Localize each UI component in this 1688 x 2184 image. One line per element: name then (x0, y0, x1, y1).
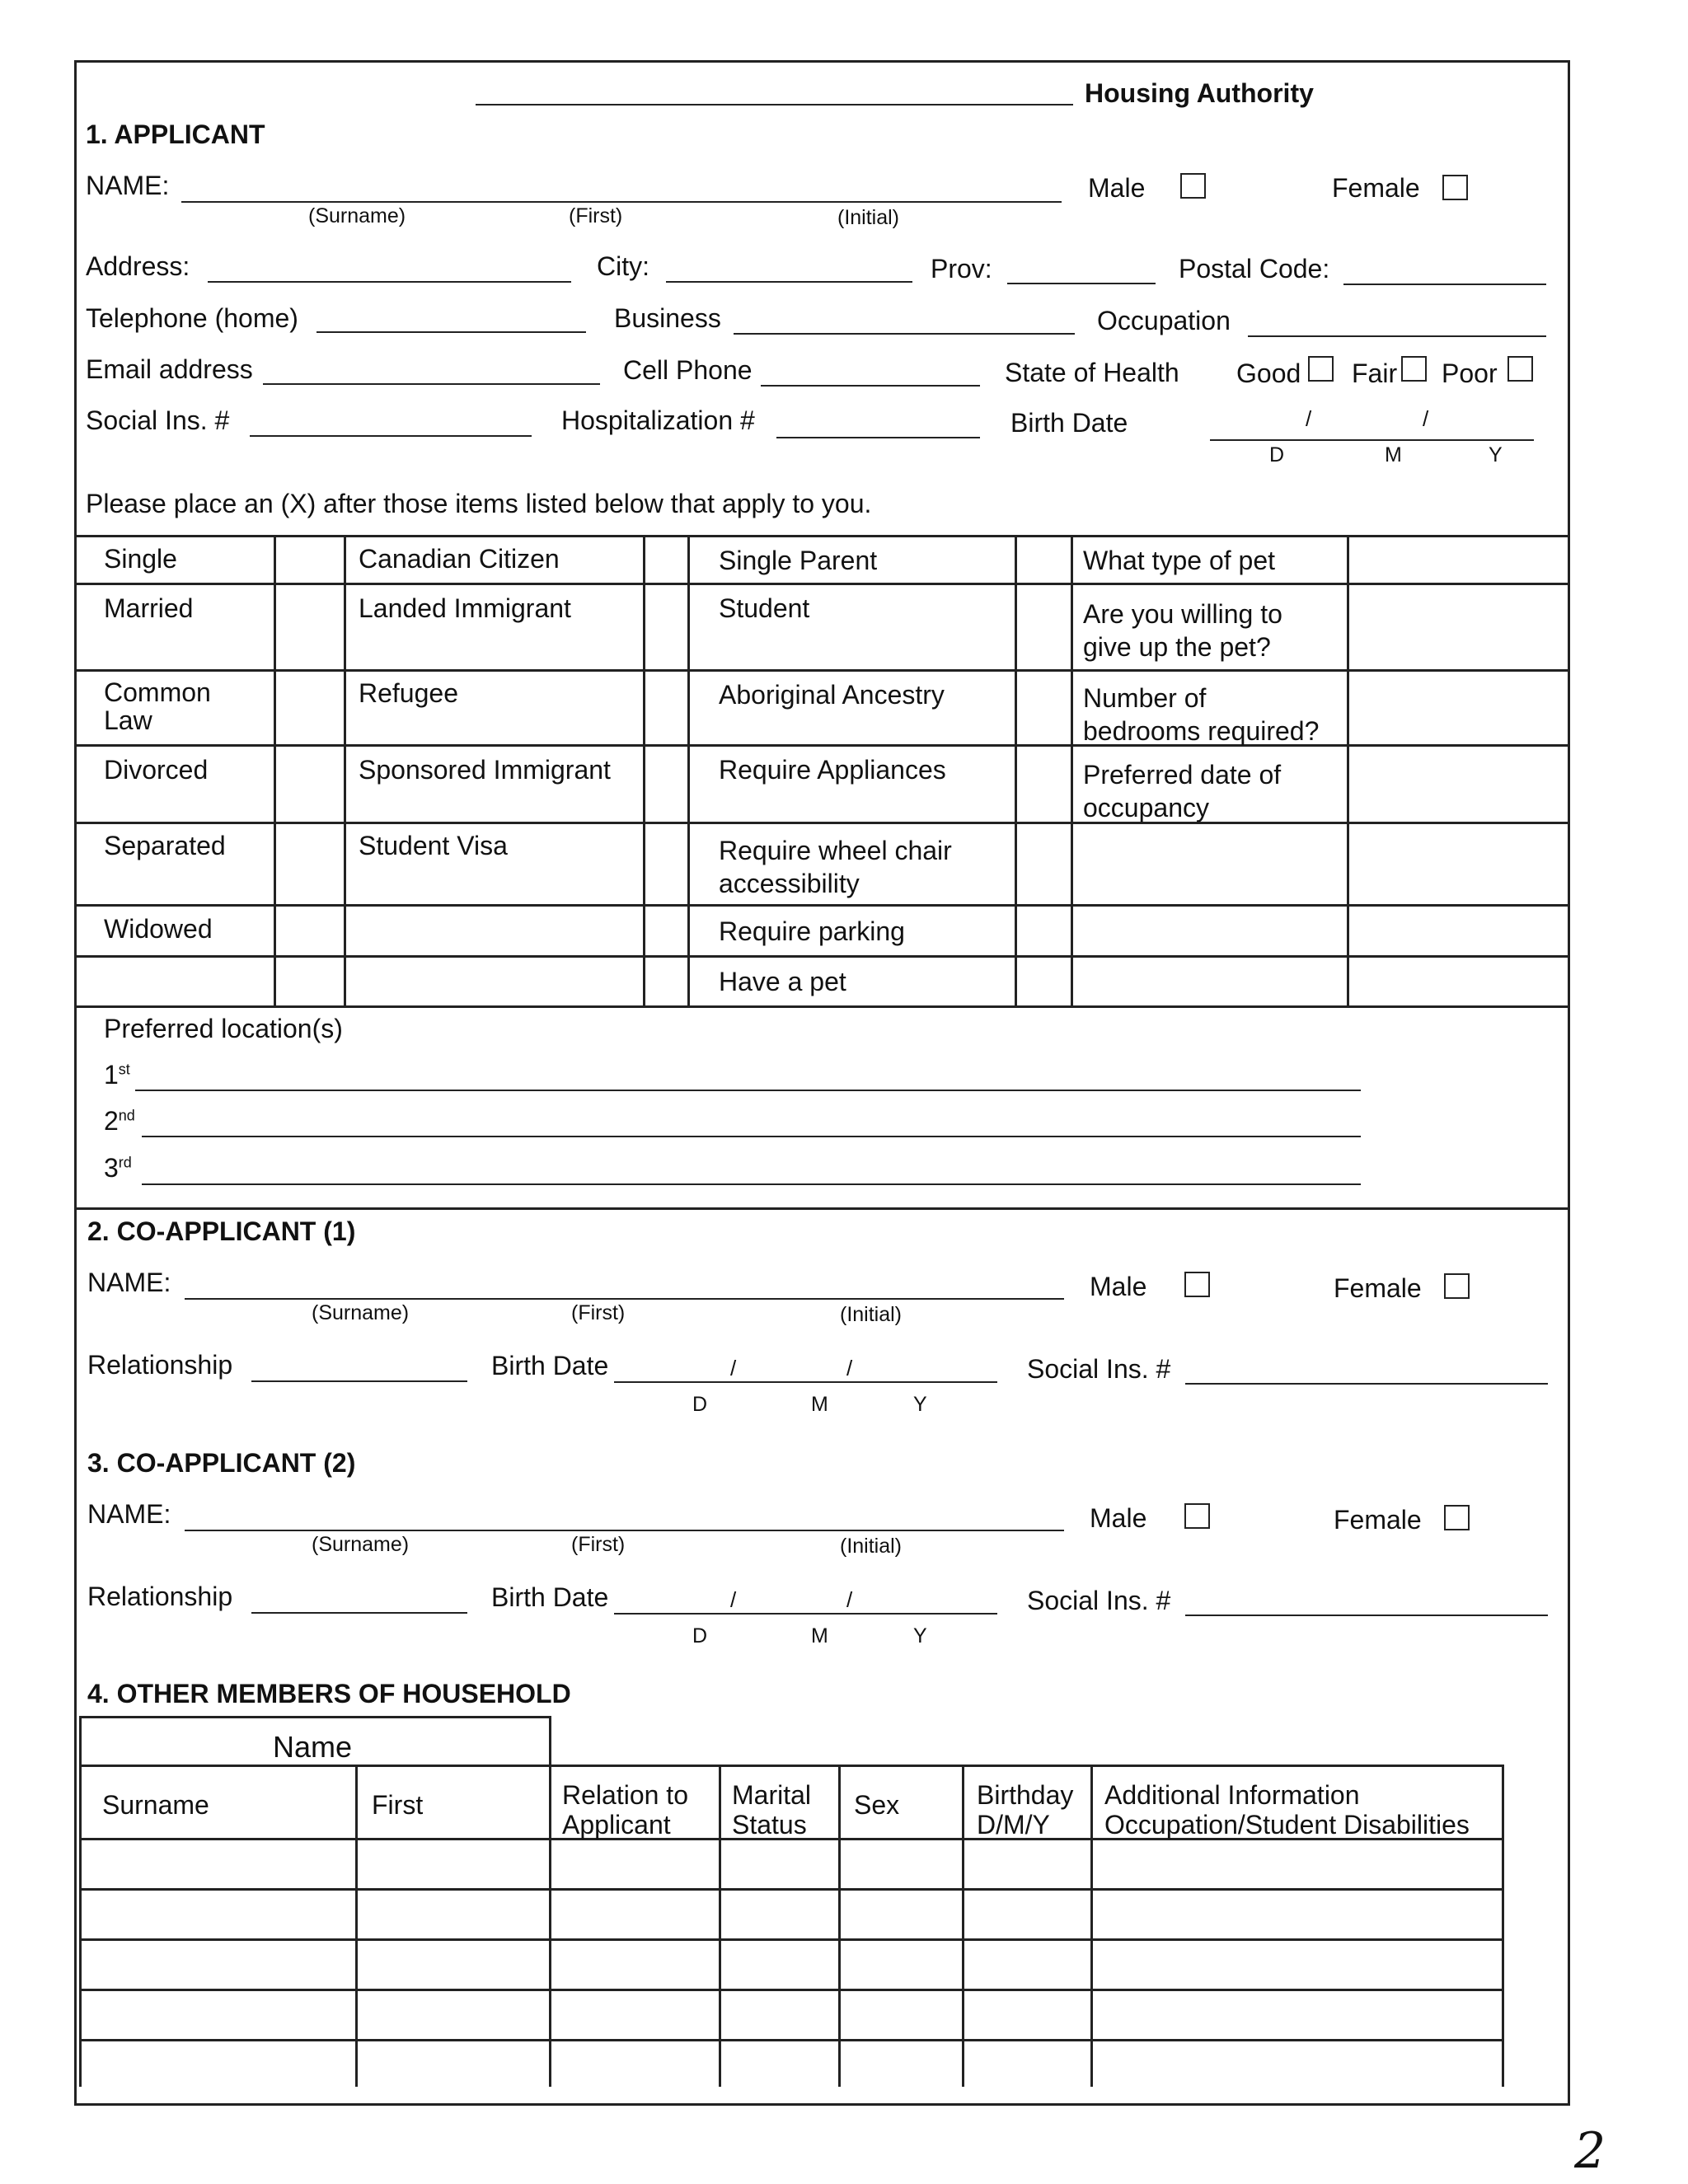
item-require-wheelchair: Require wheel chair accessibility (719, 836, 952, 898)
co2-female-checkbox[interactable] (1444, 1505, 1470, 1530)
health-good-label: Good (1236, 359, 1301, 388)
co1-social-insurance-label: Social Ins. # (1027, 1354, 1171, 1384)
item-aboriginal-ancestry: Aboriginal Ancestry (719, 680, 945, 710)
applicant-name-label: NAME: (86, 171, 170, 200)
telephone-home-label: Telephone (home) (86, 303, 298, 333)
authority-name-field[interactable] (476, 104, 1073, 105)
co2-social-insurance-field[interactable] (1185, 1615, 1548, 1616)
single-checkbox-cell[interactable] (276, 537, 344, 583)
page-number: 2 (1574, 2122, 1606, 2180)
marital-separated: Separated (104, 831, 226, 860)
business-field[interactable] (734, 333, 1075, 335)
preferred-location-label: Preferred location(s) (104, 1014, 343, 1043)
co1-relationship-label: Relationship (87, 1350, 233, 1380)
applicant-name-field[interactable] (181, 201, 1062, 203)
location-ordinal-suffix: st (118, 1061, 130, 1078)
birth-date-slash: / (730, 1587, 737, 1612)
item-require-appliances: Require Appliances (719, 755, 946, 785)
postal-code-field[interactable] (1343, 284, 1546, 285)
co2-birth-date-label: Birth Date (491, 1582, 609, 1612)
prov-label: Prov: (931, 254, 992, 284)
status-canadian-citizen: Canadian Citizen (359, 544, 560, 574)
co2-relationship-field[interactable] (251, 1612, 467, 1614)
location-3rd-field[interactable] (142, 1183, 1361, 1185)
location-ordinal-suffix: nd (118, 1107, 135, 1124)
health-poor-label: Poor (1442, 359, 1498, 388)
initial-caption: (Initial) (837, 206, 900, 229)
co2-birth-date-field[interactable] (614, 1613, 997, 1615)
household-sex-header: Sex (854, 1790, 900, 1820)
marital-widowed: Widowed (104, 914, 213, 944)
location-1st-field[interactable] (135, 1090, 1361, 1091)
co2-male-checkbox[interactable] (1184, 1503, 1210, 1529)
other-members-title: 4. OTHER MEMBERS OF HOUSEHOLD (87, 1679, 571, 1708)
address-field[interactable] (208, 281, 571, 283)
item-student: Student (719, 593, 810, 623)
birth-date-slash: / (1306, 406, 1312, 431)
surname-caption: (Surname) (308, 204, 406, 227)
location-ordinal-number: 1 (104, 1060, 119, 1090)
location-1st-label (104, 1062, 130, 1088)
status-sponsored-immigrant: Sponsored Immigrant (359, 755, 611, 785)
co1-female-label: Female (1334, 1273, 1422, 1303)
household-surname-header: Surname (102, 1790, 209, 1820)
marital-divorced: Divorced (104, 755, 209, 785)
applicant-section-title: 1. APPLICANT (86, 120, 265, 149)
day-caption: D (1269, 443, 1285, 466)
occupation-label: Occupation (1097, 306, 1231, 335)
marital-common-law: Common Law (104, 677, 211, 735)
occupation-field[interactable] (1248, 335, 1546, 337)
marital-single: Single (104, 544, 177, 574)
postal-code-label: Postal Code: (1179, 254, 1330, 284)
day-caption: D (692, 1393, 708, 1416)
first-caption: (First) (571, 1301, 626, 1324)
health-fair-label: Fair (1352, 359, 1398, 388)
checklist-instruction: Please place an (X) after those items listed below that apply to you. (86, 489, 872, 518)
initial-caption: (Initial) (840, 1303, 903, 1326)
location-ordinal-number: 2 (104, 1106, 119, 1136)
status-student-visa: Student Visa (359, 831, 508, 860)
prov-field[interactable] (1007, 283, 1156, 284)
first-caption: (First) (569, 204, 623, 227)
item-require-parking: Require parking (719, 916, 905, 946)
location-ordinal-number: 3 (104, 1153, 119, 1183)
birth-date-field[interactable] (1210, 439, 1534, 441)
co2-relationship-label: Relationship (87, 1582, 233, 1611)
co1-male-label: Male (1090, 1272, 1147, 1301)
year-caption: Y (913, 1624, 927, 1647)
canadian-citizen-checkbox-cell[interactable] (645, 537, 687, 583)
co1-social-insurance-field[interactable] (1185, 1383, 1548, 1385)
household-name-group-header: Name (273, 1730, 353, 1764)
month-caption: M (1385, 443, 1402, 466)
bedrooms-question: Number of bedrooms required? (1083, 683, 1320, 746)
female-label: Female (1332, 173, 1420, 203)
co1-name-field[interactable] (185, 1298, 1064, 1300)
status-landed-immigrant: Landed Immigrant (359, 593, 571, 623)
birth-date-slash: / (1423, 406, 1429, 431)
hospitalization-field[interactable] (776, 437, 980, 438)
co2-name-label: NAME: (87, 1499, 171, 1529)
location-2nd-field[interactable] (142, 1136, 1361, 1137)
month-caption: M (811, 1393, 828, 1416)
year-caption: Y (913, 1393, 927, 1416)
business-label: Business (614, 303, 721, 333)
co2-name-field[interactable] (185, 1530, 1064, 1531)
co2-male-label: Male (1090, 1503, 1147, 1533)
household-marital-header: Marital Status (732, 1780, 812, 1840)
household-entry-rows[interactable] (82, 1840, 1502, 2087)
marital-married: Married (104, 593, 194, 623)
cell-phone-field[interactable] (761, 385, 980, 387)
cell-phone-label: Cell Phone (623, 355, 753, 385)
state-of-health-label: State of Health (1005, 358, 1179, 387)
year-caption: Y (1489, 443, 1503, 466)
co1-birth-date-label: Birth Date (491, 1351, 609, 1380)
email-field[interactable] (263, 383, 600, 385)
initial-caption: (Initial) (840, 1535, 903, 1558)
hospitalization-label: Hospitalization # (561, 405, 755, 435)
co1-relationship-field[interactable] (251, 1380, 467, 1382)
location-ordinal-suffix: rd (118, 1154, 132, 1171)
occupancy-date-question: Preferred date of occupancy (1083, 760, 1282, 823)
housing-authority-label: Housing Authority (1085, 78, 1314, 108)
household-relation-header: Relation to Applicant (562, 1780, 688, 1840)
co1-name-label: NAME: (87, 1268, 171, 1297)
social-insurance-field[interactable] (250, 435, 532, 437)
give-up-pet-question: Are you willing to give up the pet? (1083, 599, 1282, 662)
day-caption: D (692, 1624, 708, 1647)
co1-male-checkbox[interactable] (1184, 1272, 1210, 1297)
telephone-home-field[interactable] (316, 331, 586, 333)
health-fair-checkbox[interactable] (1401, 356, 1427, 382)
item-have-a-pet: Have a pet (719, 967, 846, 996)
co1-birth-date-field[interactable] (614, 1381, 997, 1383)
surname-caption: (Surname) (312, 1533, 410, 1556)
address-label: Address: (86, 251, 190, 281)
birth-date-slash: / (730, 1356, 737, 1380)
female-checkbox[interactable] (1442, 175, 1468, 200)
birth-date-label: Birth Date (1010, 408, 1128, 438)
single-parent-checkbox-cell[interactable] (1017, 537, 1071, 583)
location-2nd-label (104, 1108, 135, 1134)
pet-type-question: What type of pet (1083, 546, 1276, 575)
household-birthday-header: Birthday D/M/Y (977, 1780, 1074, 1840)
health-good-checkbox[interactable] (1308, 356, 1334, 382)
status-refugee: Refugee (359, 678, 458, 708)
male-checkbox[interactable] (1180, 173, 1206, 199)
email-label: Email address (86, 354, 253, 384)
household-additional-header: Additional Information Occupation/Student Disabilities (1104, 1780, 1470, 1840)
month-caption: M (811, 1624, 828, 1647)
co1-female-checkbox[interactable] (1444, 1273, 1470, 1299)
surname-caption: (Surname) (312, 1301, 410, 1324)
city-label: City: (597, 251, 649, 281)
birth-date-slash: / (846, 1356, 853, 1380)
city-field[interactable] (666, 281, 912, 283)
location-3rd-label (104, 1155, 132, 1181)
item-single-parent: Single Parent (719, 546, 878, 575)
social-insurance-label: Social Ins. # (86, 405, 230, 435)
co-applicant-1-title: 2. CO-APPLICANT (1) (87, 1216, 356, 1246)
co2-social-insurance-label: Social Ins. # (1027, 1586, 1171, 1615)
co-applicant-2-title: 3. CO-APPLICANT (2) (87, 1448, 356, 1478)
household-first-header: First (372, 1790, 424, 1820)
birth-date-slash: / (846, 1587, 853, 1612)
male-label: Male (1088, 173, 1146, 203)
health-poor-checkbox[interactable] (1507, 356, 1533, 382)
first-caption: (First) (571, 1533, 626, 1556)
co2-female-label: Female (1334, 1505, 1422, 1535)
pet-type-answer-cell[interactable] (1349, 537, 1568, 583)
